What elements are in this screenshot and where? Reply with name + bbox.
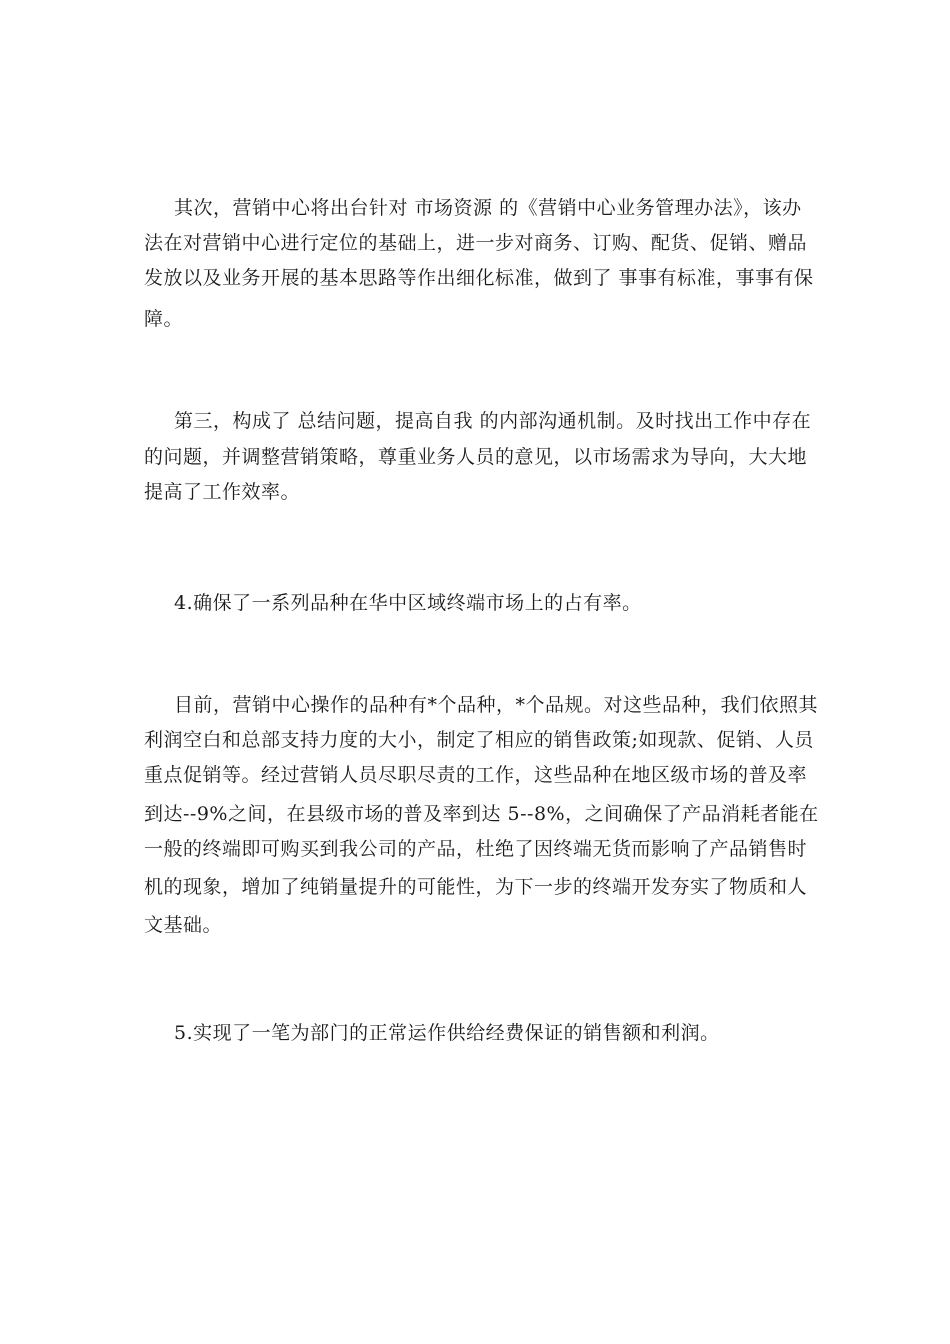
paragraph-line: 法在对营销中心进行定位的基础上，进一步对商务、订购、配货、促销、赠品 bbox=[144, 232, 808, 254]
paragraph-line: 其次，营销中心将出台针对 市场资源 的《营销中心业务管理办法》，该办 bbox=[174, 197, 802, 219]
paragraph-line: 的问题，并调整营销策略，尊重业务人员的意见，以市场需求为导向，大大地 bbox=[144, 446, 808, 468]
paragraph-line: 到达--9%之间，在县级市场的普及率到达 5--8%，之间确保了产品消耗者能在 bbox=[144, 803, 819, 825]
section-heading: 5.实现了一笔为部门的正常运作供给经费保证的销售额和利润。 bbox=[174, 1022, 720, 1044]
paragraph-line: 发放以及业务开展的基本思路等作出细化标准，做到了 事事有标准，事事有保 bbox=[144, 267, 814, 289]
paragraph-line: 障。 bbox=[144, 308, 184, 330]
section-heading: 4.确保了一系列品种在华中区域终端市场上的占有率。 bbox=[174, 592, 642, 614]
paragraph-line: 重点促销等。经过营销人员尽职尽责的工作，这些品种在地区级市场的普及率 bbox=[144, 764, 808, 786]
paragraph-line: 提高了工作效率。 bbox=[144, 481, 301, 503]
paragraph-line: 文基础。 bbox=[144, 914, 223, 936]
paragraph-line: 机的现象，增加了纯销量提升的可能性，为下一步的终端开发夯实了物质和人 bbox=[144, 876, 808, 898]
paragraph-line: 一般的终端即可购买到我公司的产品，杜绝了因终端无货而影响了产品销售时 bbox=[144, 838, 808, 860]
paragraph-line: 目前，营销中心操作的品种有*个品种，*个品规。对这些品种，我们依照其 bbox=[174, 694, 819, 716]
paragraph-line: 利润空白和总部支持力度的大小，制定了相应的销售政策;如现款、促销、人员 bbox=[144, 729, 814, 751]
paragraph-line: 第三，构成了 总结问题，提高自我 的内部沟通机制。及时找出工作中存在 bbox=[174, 410, 812, 432]
